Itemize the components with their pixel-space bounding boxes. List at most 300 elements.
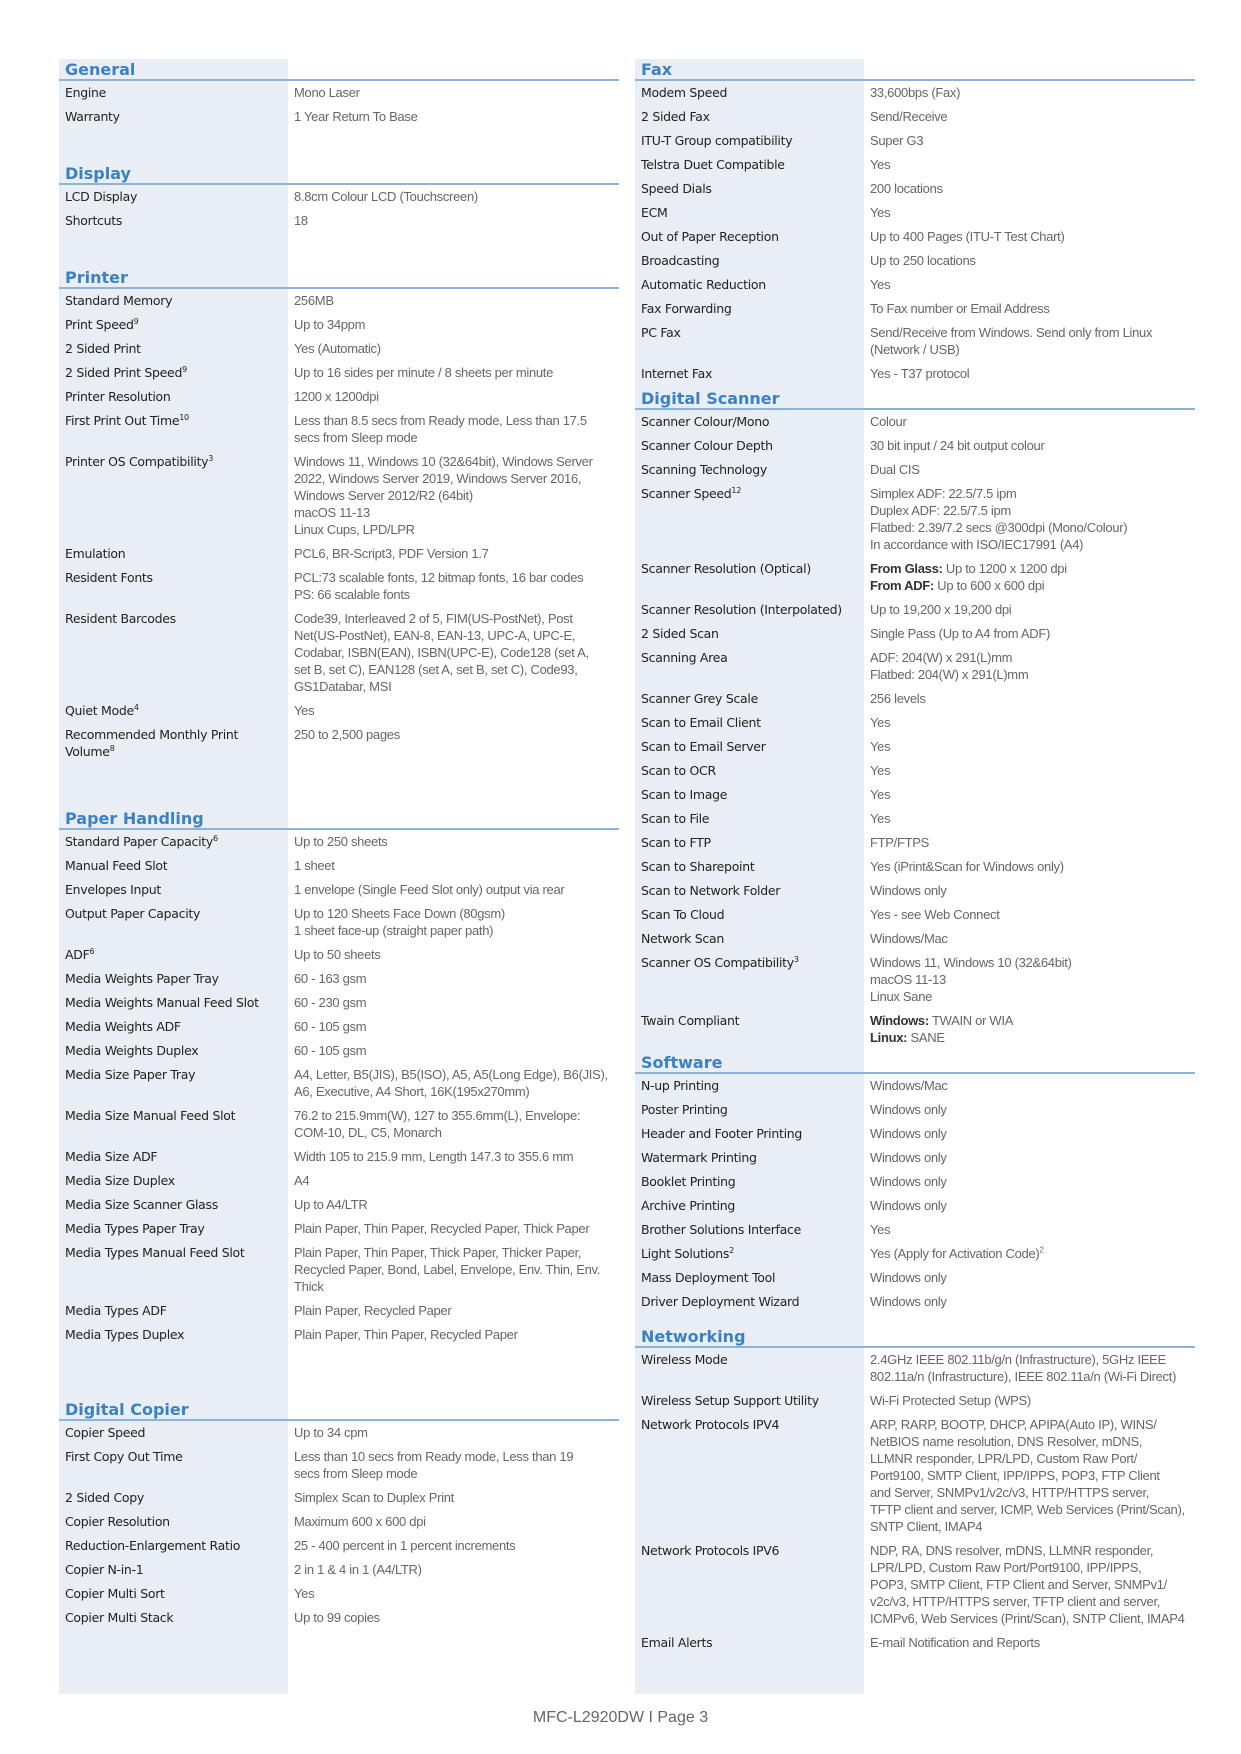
spec-label: Scan to OCR (641, 763, 716, 778)
spec-label: Media Size Duplex (65, 1173, 175, 1188)
section-software (635, 1052, 1195, 1314)
left-column (59, 59, 619, 1694)
spec-row-quiet-mode (59, 699, 619, 723)
footnote-marker: 9 (182, 364, 187, 374)
spec-value: Less than 8.5 secs from Ready mode, Less than 17.5 secs from Sleep mode (294, 413, 587, 445)
spec-label: Scan to Email Server (641, 739, 766, 754)
section-title: Display (59, 163, 619, 185)
spec-row-poster-printing (635, 1098, 1195, 1122)
spec-value: 76.2 to 215.9mm(W), 127 to 355.6mm(L), Envelope: COM-10, DL, C5, Monarch (294, 1108, 581, 1140)
spec-value: 1 sheet (294, 858, 335, 873)
spec-label: Media Types ADF (65, 1303, 167, 1318)
spec-label: 2 Sided Copy (65, 1490, 144, 1505)
spec-value: Colour (870, 414, 907, 429)
spec-row-scanning-technology (635, 458, 1195, 482)
footnote-marker: 8 (109, 743, 115, 753)
spec-row-telstra-duet-compatible (635, 153, 1195, 177)
spec-value: To Fax number or Email Address (870, 301, 1050, 316)
right-sections (635, 59, 1195, 1655)
spec-value: Yes (870, 1222, 891, 1237)
spec-label: Scan To Cloud (641, 907, 725, 922)
spec-label: Email Alerts (641, 1635, 713, 1650)
spec-label: Recommended Monthly Print Volume$^8$ (65, 727, 239, 759)
spec-value: Plain Paper, Thin Paper, Thick Paper, Thicker Paper, Recycled Paper, Bond, Label, Envelope, Env. Thin, Env. Thick (294, 1245, 601, 1294)
spec-label: Printer OS Compatibility$^3$ (65, 453, 214, 469)
spec-row-output-paper-capacity (59, 902, 619, 943)
spec-value: 33,600bps (Fax) (870, 85, 961, 100)
spec-row-brother-solutions-interface (635, 1218, 1195, 1242)
spec-value: Yes (294, 1586, 315, 1601)
spec-label: ADF$^6$ (65, 946, 95, 962)
spec-row-scanner-speed (635, 482, 1195, 557)
spec-label: Wireless Mode (641, 1352, 728, 1367)
spec-value: Yes (870, 763, 891, 778)
spec-row-email-alerts (635, 1631, 1195, 1655)
spec-value: Yes (iPrint&Scan for Windows only) (870, 859, 1064, 874)
spec-value: Mono Laser (294, 85, 360, 100)
spec-row-print-speed (59, 313, 619, 337)
spec-label: Media Size Scanner Glass (65, 1197, 218, 1212)
spec-value: Yes (294, 703, 315, 718)
spec-value: Windows/Mac (870, 1078, 948, 1093)
spec-label: Resident Fonts (65, 570, 153, 585)
spec-value: Wi-Fi Protected Setup (WPS) (870, 1393, 1031, 1408)
spec-value: Windows only (870, 1270, 947, 1285)
spec-label: Mass Deployment Tool (641, 1270, 776, 1285)
spec-label: Media Size ADF (65, 1149, 158, 1164)
spec-row-manual-feed-slot (59, 854, 619, 878)
spec-label: PC Fax (641, 325, 681, 340)
spec-row-copier-multi-sort (59, 1582, 619, 1606)
spec-row-2-sided-print-speed (59, 361, 619, 385)
footnote-marker: 2 (729, 1245, 734, 1255)
spec-label: Scan to Sharepoint (641, 859, 755, 874)
spec-value: Up to 400 Pages (ITU-T Test Chart) (870, 229, 1065, 244)
spec-label: Scan to Image (641, 787, 728, 802)
spec-label: Network Protocols IPV6 (641, 1543, 780, 1558)
spec-label: Envelopes Input (65, 882, 162, 897)
spec-value: 60 - 105 gsm (294, 1043, 367, 1058)
spec-label: Watermark Printing (641, 1150, 757, 1165)
spec-value: 8.8cm Colour LCD (Touchscreen) (294, 189, 478, 204)
spec-row-booklet-printing (635, 1170, 1195, 1194)
spec-label: Network Scan (641, 931, 724, 946)
spec-label: Media Weights Paper Tray (65, 971, 219, 986)
spec-value: 256MB (294, 293, 334, 308)
spec-value: 18 (294, 213, 308, 228)
section-title: Digital Scanner (635, 388, 1195, 410)
spec-label: Wireless Setup Support Utility (641, 1393, 819, 1408)
spec-value: ARP, RARP, BOOTP, DHCP, APIPA(Auto IP), WINS/ NetBIOS name resolution, DNS Resolver, mDNS, LLMNR responder, LPR/LPD, Custom Raw Port/ Port9100, SMTP Client, IPP/IPPS, POP3, FTP Client and Server, SNMPv1/v2c/v3, HTTP/HTTPS server, TFTP client and server, ICMP, Web Services (Print/Scan), SNTP Client, IMAP4 (870, 1417, 1185, 1534)
spec-value: Windows/Mac (870, 931, 948, 946)
spec-row-network-protocols-ipv4 (635, 1413, 1195, 1539)
spec-label: First Copy Out Time (65, 1449, 183, 1464)
section-title: Printer (59, 267, 619, 289)
spec-value: Single Pass (Up to A4 from ADF) (870, 626, 1050, 641)
spec-row-media-types-duplex (59, 1323, 619, 1347)
spec-label: N-up Printing (641, 1078, 719, 1093)
spec-value: Windows 11, Windows 10 (32&64bit), Windows Server 2022, Windows Server 2019, Windows Server 2016, Windows Server 2012/R2 (64bit) macOS 11-13 Linux Cups, LPD/LPR (294, 454, 593, 537)
section-title: Networking (635, 1326, 1195, 1348)
spec-row-scan-to-sharepoint (635, 855, 1195, 879)
spec-label: Scanning Area (641, 650, 728, 665)
spec-row-media-weights-duplex (59, 1039, 619, 1063)
spec-row-media-size-adf (59, 1145, 619, 1169)
spec-value: Send/Receive from Windows. Send only from Linux (Network / USB) (870, 325, 1153, 357)
spec-row-archive-printing (635, 1194, 1195, 1218)
spec-label: Standard Memory (65, 293, 173, 308)
spec-label: Network Protocols IPV4 (641, 1417, 780, 1432)
footnote-marker: 6 (212, 833, 218, 843)
spec-value: 2 in 1 & 4 in 1 (A4/LTR) (294, 1562, 422, 1577)
spec-value: Yes (870, 739, 891, 754)
spec-row-n-up-printing (635, 1074, 1195, 1098)
spec-row-shortcuts (59, 209, 619, 233)
spec-row-first-copy-out-time (59, 1445, 619, 1486)
footnote-marker: 6 (89, 946, 95, 956)
spec-row-printer-os-compatibility (59, 450, 619, 542)
spec-value: Windows only (870, 1198, 947, 1213)
spec-row-driver-deployment-wizard (635, 1290, 1195, 1314)
spec-row-scan-to-file (635, 807, 1195, 831)
spec-value: Yes - T37 protocol (870, 366, 970, 381)
spec-row-scan-to-network-folder (635, 879, 1195, 903)
spec-label: Twain Compliant (641, 1013, 740, 1028)
spec-row-network-scan (635, 927, 1195, 951)
spec-row-media-weights-paper-tray (59, 967, 619, 991)
spec-label: Scanner Resolution (Optical) (641, 561, 811, 576)
section-title: General (59, 59, 619, 81)
spec-label: Media Size Paper Tray (65, 1067, 196, 1082)
spec-value: Simplex Scan to Duplex Print (294, 1490, 454, 1505)
spec-value: Yes (870, 715, 891, 730)
spec-label: Scanning Technology (641, 462, 767, 477)
spec-value: Plain Paper, Recycled Paper (294, 1303, 452, 1318)
spec-row-scan-to-cloud (635, 903, 1195, 927)
section-title: Software (635, 1052, 1195, 1074)
spec-value: Windows only (870, 1174, 947, 1189)
spec-row-copier-multi-stack (59, 1606, 619, 1630)
spec-label: Header and Footer Printing (641, 1126, 803, 1141)
spec-value: Windows only (870, 1126, 947, 1141)
spec-label: Media Weights Manual Feed Slot (65, 995, 259, 1010)
spec-label: Printer Resolution (65, 389, 171, 404)
spec-row-twain-compliant (635, 1009, 1195, 1050)
spec-value: FTP/FTPS (870, 835, 929, 850)
spec-label: Broadcasting (641, 253, 720, 268)
spec-value: 60 - 230 gsm (294, 995, 367, 1010)
spec-label: Internet Fax (641, 366, 713, 381)
spec-value: Yes (870, 787, 891, 802)
spec-row-scanning-area (635, 646, 1195, 687)
spec-value: Windows only (870, 1150, 947, 1165)
spec-label: Telstra Duet Compatible (641, 157, 785, 172)
spec-row-automatic-reduction (635, 273, 1195, 297)
spec-row-recommended-monthly-print-volume (59, 723, 619, 764)
spec-value: 2.4GHz IEEE 802.11b/g/n (Infrastructure), 5GHz IEEE 802.11a/n (Infrastructure), IEEE 802.11a/n (Wi-Fi Direct) (870, 1352, 1177, 1384)
spec-row-watermark-printing (635, 1146, 1195, 1170)
spec-row-scanner-colour-mono (635, 410, 1195, 434)
spec-row-scanner-grey-scale (635, 687, 1195, 711)
section-display (59, 163, 619, 233)
spec-value: Up to 250 sheets (294, 834, 388, 849)
spec-label: First Print Out Time$^{10}$ (65, 412, 189, 428)
right-column (635, 59, 1195, 1694)
spec-value: From Glass: Up to 1200 x 1200 dpi From ADF: Up to 600 x 600 dpi (870, 561, 1067, 593)
spec-row-first-print-out-time (59, 409, 619, 450)
spec-label: Scanner Speed$^{12}$ (641, 485, 741, 501)
spec-row-media-types-adf (59, 1299, 619, 1323)
spec-value: 60 - 163 gsm (294, 971, 367, 986)
spec-row-2-sided-copy (59, 1486, 619, 1510)
footnote-marker: 12 (731, 485, 741, 495)
spec-row-ecm (635, 201, 1195, 225)
section-paper-handling (59, 808, 619, 1347)
spec-label: ITU-T Group compatibility (641, 133, 793, 148)
spec-row-scanner-resolution-interpolated (635, 598, 1195, 622)
spec-label: Copier Multi Stack (65, 1610, 174, 1625)
spec-row-warranty (59, 105, 619, 129)
spec-value: NDP, RA, DNS resolver, mDNS, LLMNR responder, LPR/LPD, Custom Raw Port/Port9100, IPP/IPPS, POP3, SMTP Client, FTP Client and Server, SNMPv1/ v2c/v3, HTTP/HTTPS server, TFTP client and server, ICMPv6, Web Services (Print/Scan), SNTP Client, IMAP4 (870, 1543, 1185, 1626)
spec-row-wireless-mode (635, 1348, 1195, 1389)
spec-row-network-protocols-ipv6 (635, 1539, 1195, 1631)
footnote-marker: 4 (133, 702, 139, 712)
spec-label: Manual Feed Slot (65, 858, 168, 873)
spec-value: Less than 10 secs from Ready mode, Less than 19 secs from Sleep mode (294, 1449, 574, 1481)
spec-value: 60 - 105 gsm (294, 1019, 367, 1034)
spec-label: Fax Forwarding (641, 301, 732, 316)
spec-label: Resident Barcodes (65, 611, 176, 626)
spec-value: Up to 34ppm (294, 317, 366, 332)
spec-value: Yes (870, 205, 891, 220)
spec-label: Out of Paper Reception (641, 229, 779, 244)
spec-value: Width 105 to 215.9 mm, Length 147.3 to 355.6 mm (294, 1149, 574, 1164)
spec-value: Dual CIS (870, 462, 920, 477)
spec-label: Media Size Manual Feed Slot (65, 1108, 236, 1123)
spec-label: Media Types Paper Tray (65, 1221, 205, 1236)
spec-label: 2 Sided Scan (641, 626, 719, 641)
spec-row-scanner-os-compatibility (635, 951, 1195, 1009)
spec-label: Copier Multi Sort (65, 1586, 165, 1601)
spec-label: Brother Solutions Interface (641, 1222, 801, 1237)
spec-row-media-types-manual-feed-slot (59, 1241, 619, 1299)
footnote-marker: 2 (1039, 1245, 1044, 1255)
spec-value: PCL6, BR-Script3, PDF Version 1.7 (294, 546, 489, 561)
spec-label: Scan to Network Folder (641, 883, 781, 898)
spec-value: Up to 250 locations (870, 253, 976, 268)
spec-row-2-sided-print (59, 337, 619, 361)
spec-label: Copier Speed (65, 1425, 146, 1440)
spec-label: Scanner OS Compatibility$^3$ (641, 954, 799, 970)
spec-label: Standard Paper Capacity$^6$ (65, 833, 218, 849)
spec-label: Light Solutions$^2$ (641, 1245, 734, 1261)
spec-row-internet-fax (635, 362, 1195, 386)
spec-label: Emulation (65, 546, 126, 561)
spec-value: Yes (Automatic) (294, 341, 381, 356)
spec-row-pc-fax (635, 321, 1195, 362)
spec-label: Archive Printing (641, 1198, 736, 1213)
spec-label: Scan to File (641, 811, 710, 826)
spec-value: Up to 19,200 x 19,200 dpi (870, 602, 1012, 617)
spec-label: Media Weights Duplex (65, 1043, 199, 1058)
spec-label: Copier Resolution (65, 1514, 170, 1529)
spec-value: 1 Year Return To Base (294, 109, 418, 124)
spec-row-2-sided-fax (635, 105, 1195, 129)
spec-row-broadcasting (635, 249, 1195, 273)
section-fax (635, 59, 1195, 386)
spec-label: Scanner Resolution (Interpolated) (641, 602, 842, 617)
section-digital-scanner (635, 388, 1195, 1050)
spec-row-printer-resolution (59, 385, 619, 409)
spec-value: Up to A4/LTR (294, 1197, 368, 1212)
spec-label: Scan to Email Client (641, 715, 761, 730)
spec-label: Print Speed$^9$ (65, 316, 139, 332)
spec-row-scan-to-ftp (635, 831, 1195, 855)
spec-label: Scanner Grey Scale (641, 691, 758, 706)
spec-label: 2 Sided Print Speed$^9$ (65, 364, 187, 380)
spec-value: Yes (870, 811, 891, 826)
spec-row-speed-dials (635, 177, 1195, 201)
spec-row-media-size-paper-tray (59, 1063, 619, 1104)
section-title: Digital Copier (59, 1399, 619, 1421)
spec-value: Windows only (870, 1294, 947, 1309)
spec-row-itu-t-group-compatibility (635, 129, 1195, 153)
section-networking (635, 1326, 1195, 1655)
spec-row-mass-deployment-tool (635, 1266, 1195, 1290)
section-general (59, 59, 619, 129)
spec-row-scan-to-image (635, 783, 1195, 807)
spec-value: Send/Receive (870, 109, 948, 124)
spec-row-resident-barcodes (59, 607, 619, 699)
spec-value: 256 levels (870, 691, 926, 706)
spec-row-scanner-resolution-optical (635, 557, 1195, 598)
page-footer: MFC-L2920DW I Page 3 (532, 1709, 709, 1726)
spec-value: Up to 16 sides per minute / 8 sheets per minute (294, 365, 554, 380)
spec-row-media-size-manual-feed-slot (59, 1104, 619, 1145)
spec-label: Speed Dials (641, 181, 712, 196)
section-digital-copier (59, 1399, 619, 1630)
spec-value: Yes (Apply for Activation Code)$^2$ (870, 1245, 1044, 1261)
spec-row-standard-memory (59, 289, 619, 313)
spec-row-media-types-paper-tray (59, 1217, 619, 1241)
spec-value: Plain Paper, Thin Paper, Recycled Paper (294, 1327, 518, 1342)
spec-label: Media Types Duplex (65, 1327, 185, 1342)
spec-row-light-solutions (635, 1242, 1195, 1266)
spec-row-copier-resolution (59, 1510, 619, 1534)
footnote-marker: 10 (179, 412, 189, 422)
footnote-marker: 3 (208, 453, 214, 463)
spec-label: Scanner Colour/Mono (641, 414, 770, 429)
spec-label: Engine (65, 85, 107, 100)
spec-label: Scan to FTP (641, 835, 711, 850)
spec-value: Up to 120 Sheets Face Down (80gsm) 1 sheet face-up (straight paper path) (294, 906, 505, 938)
spec-value: 250 to 2,500 pages (294, 727, 400, 742)
spec-label: Quiet Mode$^4$ (65, 702, 139, 718)
spec-value: Simplex ADF: 22.5/7.5 ipm Duplex ADF: 22.5/7.5 ipm Flatbed: 2.39/7.2 secs @300dpi (Mono/Colour) In accordance with ISO/IEC17991 (A4) (870, 486, 1128, 552)
spec-label: Reduction-Enlargement Ratio (65, 1538, 241, 1553)
spec-row-media-weights-adf (59, 1015, 619, 1039)
spec-row-media-size-duplex (59, 1169, 619, 1193)
spec-label: Warranty (65, 109, 120, 124)
spec-value: A4 (294, 1173, 310, 1188)
spec-row-resident-fonts (59, 566, 619, 607)
spec-row-scanner-colour-depth (635, 434, 1195, 458)
spec-row-copier-speed (59, 1421, 619, 1445)
spec-row-fax-forwarding (635, 297, 1195, 321)
section-title: Paper Handling (59, 808, 619, 830)
spec-value: 1200 x 1200dpi (294, 389, 379, 404)
footnote-marker: 3 (793, 954, 799, 964)
spec-label: ECM (641, 205, 668, 220)
spec-value: A4, Letter, B5(JIS), B5(ISO), A5, A5(Long Edge), B6(JIS), A6, Executive, A4 Short, 16K(195x270mm) (294, 1067, 608, 1099)
spec-row-2-sided-scan (635, 622, 1195, 646)
spec-value: Super G3 (870, 133, 924, 148)
spec-label: Output Paper Capacity (65, 906, 201, 921)
spec-row-emulation (59, 542, 619, 566)
spec-row-lcd-display (59, 185, 619, 209)
spec-row-reduction-enlargement-ratio (59, 1534, 619, 1558)
spec-label: Booklet Printing (641, 1174, 736, 1189)
spec-value: Windows: TWAIN or WIA Linux: SANE (870, 1013, 1014, 1045)
spec-value: PCL:73 scalable fonts, 12 bitmap fonts, 16 bar codes PS: 66 scalable fonts (294, 570, 584, 602)
spec-value: Up to 34 cpm (294, 1425, 368, 1440)
footnote-marker: 9 (133, 316, 139, 326)
spec-value: ADF: 204(W) x 291(L)mm Flatbed: 204(W) x 291(L)mm (870, 650, 1029, 682)
spec-value: 200 locations (870, 181, 943, 196)
spec-value: Up to 50 sheets (294, 947, 381, 962)
spec-row-media-weights-manual-feed-slot (59, 991, 619, 1015)
spec-label: 2 Sided Fax (641, 109, 710, 124)
spec-value: Windows only (870, 883, 947, 898)
spec-label: 2 Sided Print (65, 341, 141, 356)
spec-row-scan-to-email-client (635, 711, 1195, 735)
spec-row-engine (59, 81, 619, 105)
spec-value: 25 - 400 percent in 1 percent increments (294, 1538, 516, 1553)
spec-label: LCD Display (65, 189, 138, 204)
spec-label: Poster Printing (641, 1102, 728, 1117)
spec-label: Modem Speed (641, 85, 728, 100)
spec-value: Maximum 600 x 600 dpi (294, 1514, 426, 1529)
spec-value: Code39, Interleaved 2 of 5, FIM(US-PostNet), Post Net(US-PostNet), EAN-8, EAN-13, UPC-A, UPC-E, Codabar, ISBN(EAN), ISBN(UPC-E), Code128 (set A, set B, set C), EAN128 (set A, set B, set C), Code93, GS1Databar, MSI (294, 611, 589, 694)
spec-row-modem-speed (635, 81, 1195, 105)
spec-value: Yes (870, 157, 891, 172)
spec-value: Yes - see Web Connect (870, 907, 1000, 922)
spec-label: Shortcuts (65, 213, 123, 228)
spec-value: Plain Paper, Thin Paper, Recycled Paper, Thick Paper (294, 1221, 590, 1236)
spec-label: Driver Deployment Wizard (641, 1294, 800, 1309)
spec-row-out-of-paper-reception (635, 225, 1195, 249)
spec-label: Copier N-in-1 (65, 1562, 144, 1577)
spec-row-envelopes-input (59, 878, 619, 902)
spec-label: Scanner Colour Depth (641, 438, 773, 453)
spec-row-adf (59, 943, 619, 967)
spec-label: Media Types Manual Feed Slot (65, 1245, 245, 1260)
spec-value: Yes (870, 277, 891, 292)
spec-row-scan-to-email-server (635, 735, 1195, 759)
spec-value: 1 envelope (Single Feed Slot only) output via rear (294, 882, 565, 897)
left-sections (59, 59, 619, 1630)
spec-row-standard-paper-capacity (59, 830, 619, 854)
spec-value: Windows 11, Windows 10 (32&64bit) macOS 11-13 Linux Sane (870, 955, 1072, 1004)
spec-value: Windows only (870, 1102, 947, 1117)
spec-label: Automatic Reduction (641, 277, 766, 292)
spec-row-header-and-footer-printing (635, 1122, 1195, 1146)
spec-row-wireless-setup-support-utility (635, 1389, 1195, 1413)
spec-value: E-mail Notification and Reports (870, 1635, 1040, 1650)
section-title: Fax (635, 59, 1195, 81)
spec-row-scan-to-ocr (635, 759, 1195, 783)
spec-label: Media Weights ADF (65, 1019, 181, 1034)
